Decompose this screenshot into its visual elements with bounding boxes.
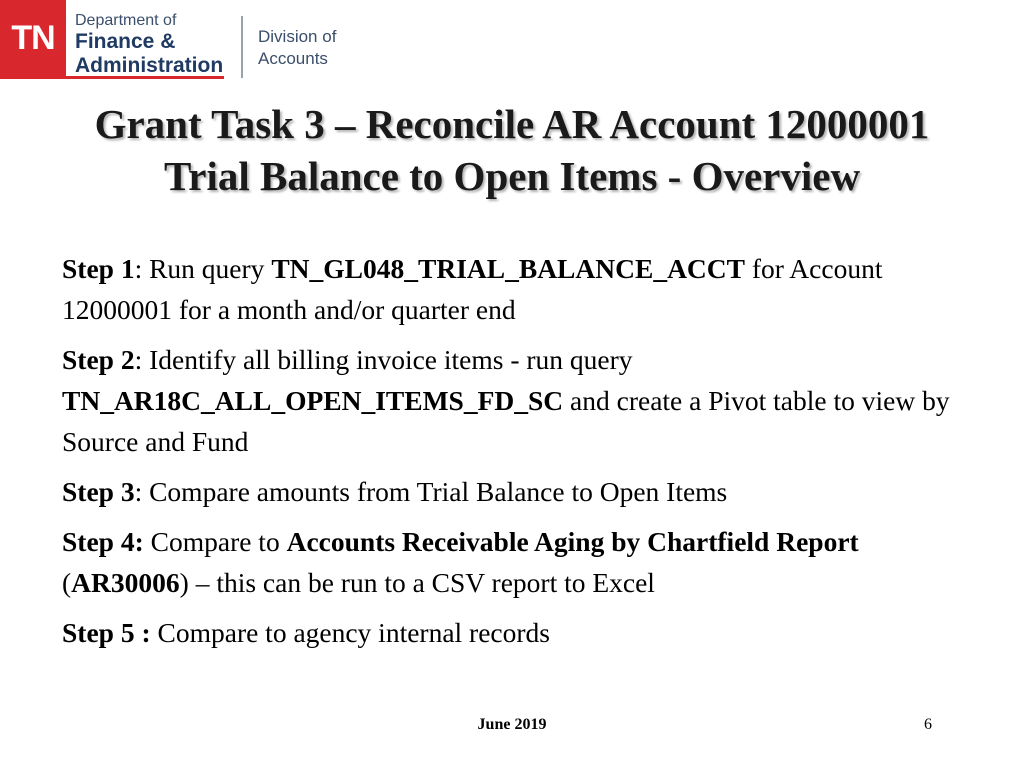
division-line-2: Accounts [258,49,328,68]
title-line-2: Trial Balance to Open Items - Overview [163,153,861,199]
header-divider [241,16,243,78]
footer-date: June 2019 [477,716,547,733]
query-name: TN_GL048_TRIAL_BALANCE_ACCT [271,253,745,284]
query-name: TN_AR18C_ALL_OPEN_ITEMS_FD_SC [62,385,564,416]
step-5 [62,612,962,653]
step-text: : Compare amounts from Trial Balance to Open Items [134,476,728,507]
report-id: AR30006 [71,567,180,598]
step-label: Step 1 [62,253,135,284]
step-label: Step 3 [62,476,135,507]
dept-line-1: Department of [75,12,177,29]
page-number: 6 [924,716,932,733]
step-text: for Account 12000001 for a month and/or quarter end [62,253,883,325]
title-line-1: Grant Task 3 – Reconcile AR Account 12000001 [94,101,930,147]
dept-line-2: Finance & [75,30,176,53]
step-text: ) – this can be run to a CSV report to Excel [179,567,655,598]
tn-logo-text: TN [11,19,55,57]
step-label: Step 4: [62,526,144,557]
step-text: : Identify all billing invoice items - run query [134,344,633,375]
tn-logo [0,0,66,76]
step-3 [62,471,962,512]
step-2 [62,339,962,462]
step-text: ( [62,567,72,598]
step-label: Step 5 : [62,617,151,648]
department-name [75,12,223,78]
step-1 [62,248,962,330]
step-text: Compare to [143,526,287,557]
division-line-1: Division of [258,27,337,46]
division-name [258,26,336,70]
step-text: and create a Pivot table to view by Source and Fund [62,385,950,457]
step-4 [62,521,962,603]
step-text: : Run query [134,253,272,284]
dept-line-3: Administration [75,54,224,77]
step-text: Compare to agency internal records [150,617,550,648]
slide-title [20,98,1004,202]
slide-header [0,0,1024,82]
report-name: Accounts Receivable Aging by Chartfield Report [286,526,859,557]
steps-list [62,248,962,662]
step-label: Step 2 [62,344,135,375]
